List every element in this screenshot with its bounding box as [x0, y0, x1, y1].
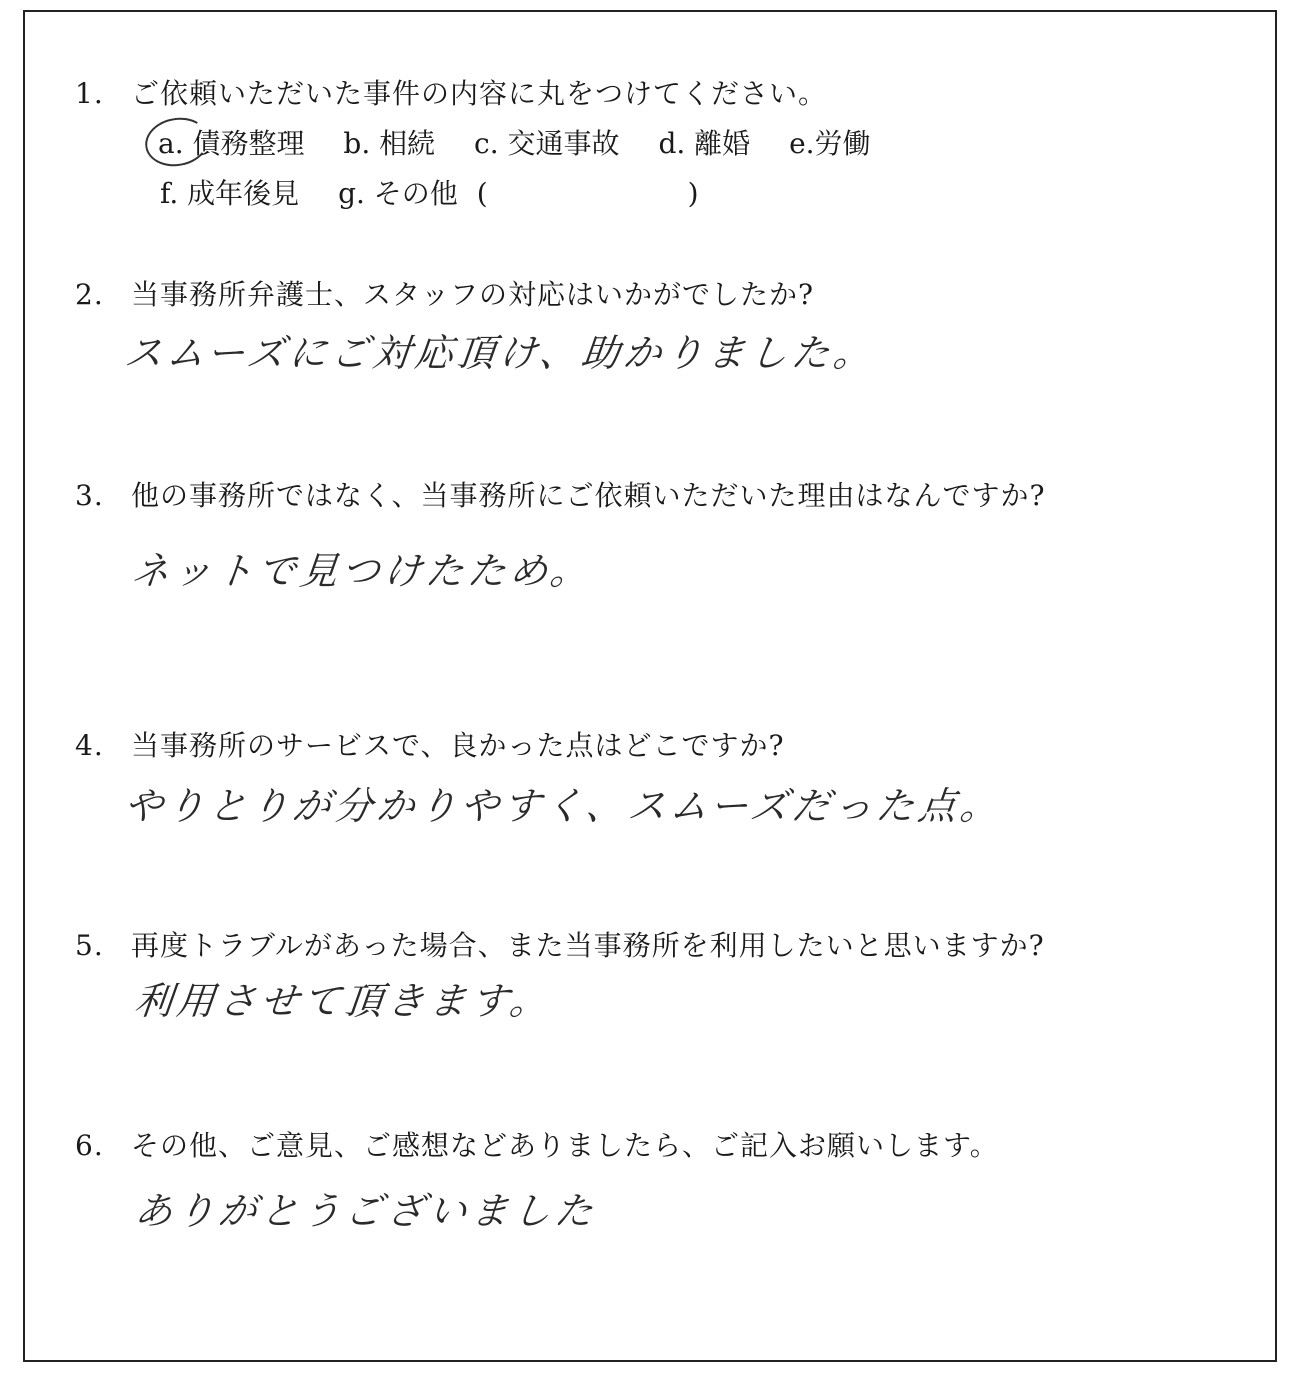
answer-4-handwriting: やりとりが分かりやすく、スムーズだった点。 — [122, 784, 1005, 828]
answer-6-handwriting: ありがとうございました — [132, 1189, 599, 1233]
option-e[interactable]: e.労働 — [789, 127, 871, 160]
question-5 — [75, 924, 1045, 964]
question-2 — [75, 273, 814, 313]
question-2-number: 2. — [75, 278, 104, 311]
question-1 — [75, 72, 827, 112]
question-6-number: 6. — [75, 1129, 104, 1162]
question-1-text: ご依頼いただいた事件の内容に丸をつけてください。 — [131, 77, 828, 110]
question-3-number: 3. — [75, 479, 104, 512]
question-4 — [75, 724, 784, 764]
question-6-text: その他、ご意見、ご感想などありましたら、ご記入お願いします。 — [131, 1129, 999, 1162]
other-paren-close: ) — [687, 177, 699, 210]
question-2-text: 当事務所弁護士、スタッフの対応はいかがでしたか? — [131, 278, 815, 311]
question-1-number: 1. — [75, 77, 104, 110]
question-1-options-row-1 — [158, 122, 901, 162]
question-6 — [75, 1124, 999, 1164]
question-5-number: 5. — [75, 929, 104, 962]
other-paren-open: ( — [476, 177, 488, 210]
option-f[interactable]: f. 成年後見 — [160, 177, 300, 210]
option-a[interactable]: a. 債務整理 — [158, 127, 305, 160]
question-4-text: 当事務所のサービスで、良かった点はどこですか? — [131, 729, 785, 762]
question-4-number: 4. — [75, 729, 104, 762]
question-5-text: 再度トラブルがあった場合、また当事務所を利用したいと思いますか? — [131, 929, 1045, 962]
option-d[interactable]: d. 離婚 — [658, 127, 751, 160]
option-c[interactable]: c. 交通事故 — [474, 127, 620, 160]
option-g[interactable]: g. その他 — [338, 177, 458, 210]
answer-5-handwriting: 利用させて頂きます。 — [132, 979, 554, 1023]
option-b[interactable]: b. 相続 — [343, 127, 436, 160]
answer-2-handwriting: スムーズにご対応頂け、助かりました。 — [122, 331, 878, 375]
question-3 — [75, 474, 1045, 514]
question-3-text: 他の事務所ではなく、当事務所にご依頼いただいた理由はなんですか? — [131, 479, 1046, 512]
question-1-options-row-2 — [160, 172, 699, 212]
answer-3-handwriting: ネットで見つけたため。 — [129, 549, 595, 593]
